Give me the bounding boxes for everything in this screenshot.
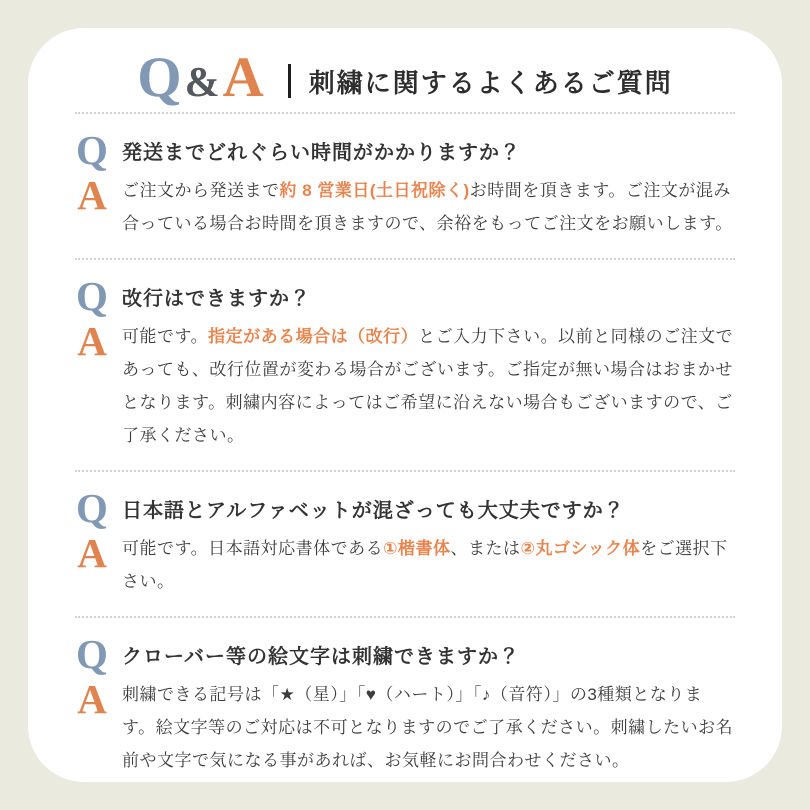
question-icon: Q <box>76 485 108 531</box>
answer-segment: 刺繍できる記号は「★（星）」「♥（ハート）」「♪（音符）」の3種類となります。絵文字等のご対応は不可となりますのでご了承ください。刺繍したいお名前や文字で気になる事があれば、お気軽にお問合わせください。 <box>122 685 734 770</box>
question-row <box>75 485 735 531</box>
answer-icon: A <box>77 676 107 722</box>
answer-row <box>75 676 735 777</box>
qa-logo-q-letter: Q <box>137 45 182 109</box>
header-vertical-divider <box>288 64 291 98</box>
question-icon: Q <box>76 127 108 173</box>
question-text: 発送までどれぐらい時間がかかりますか？ <box>122 141 521 164</box>
answer-segment: ご注文から発送まで <box>122 181 280 200</box>
answer-highlight: 約 8 営業日(土日祝除く) <box>279 181 470 200</box>
qa-logo <box>137 45 264 110</box>
question-icon: Q <box>76 273 108 319</box>
answer-highlight: ②丸ゴシック体 <box>520 539 641 558</box>
answer-segment: とご入力下さい。以前と同様のご注文であっても、改行位置が変わる場合がございます。ご指定が無い場合はおまかせとなります。刺繍内容によってはご希望に沿えない場合もございますので、ご了承ください。 <box>122 327 734 445</box>
answer-icon: A <box>77 530 107 576</box>
answer-text <box>122 532 734 598</box>
question-row <box>75 273 735 319</box>
answer-segment: お時間を頂きます。ご注文が混み合っている場合お時間を頂きますので、余裕をもってご注文をお願いします。 <box>122 181 733 233</box>
answer-highlight: ①楷書体 <box>383 539 451 558</box>
answer-row <box>75 172 735 240</box>
question-text: クローバー等の絵文字は刺繍できますか？ <box>122 645 520 668</box>
faq-item-emoji-symbols <box>75 618 735 795</box>
qa-logo-ampersand: & <box>184 59 220 106</box>
faq-item-shipping-time <box>75 114 735 258</box>
answer-icon: A <box>77 172 107 218</box>
answer-text <box>122 678 734 777</box>
answer-segment: 可能です。日本語対応書体である <box>122 539 384 558</box>
answer-row <box>75 530 735 598</box>
answer-row <box>75 318 735 452</box>
faq-card <box>28 28 782 782</box>
qa-logo-a-letter: A <box>222 45 264 109</box>
faq-header <box>75 28 735 112</box>
faq-item-line-break <box>75 260 735 470</box>
question-text: 改行はできますか？ <box>122 287 311 310</box>
answer-segment: 、または <box>450 539 521 558</box>
question-row <box>75 127 735 173</box>
answer-text <box>122 174 734 240</box>
answer-icon: A <box>77 318 107 364</box>
answer-segment: をご選択下さい。 <box>122 539 728 591</box>
answer-text <box>122 320 734 452</box>
answer-highlight: 指定がある場合は（改行） <box>208 327 419 346</box>
question-text: 日本語とアルファベットが混ざっても大丈夫ですか？ <box>122 499 625 522</box>
question-icon: Q <box>76 631 108 677</box>
question-row <box>75 631 735 677</box>
faq-item-mixed-characters <box>75 472 735 616</box>
answer-segment: 可能です。 <box>122 327 209 346</box>
page-title: 刺繍に関するよくあるご質問 <box>308 67 673 98</box>
